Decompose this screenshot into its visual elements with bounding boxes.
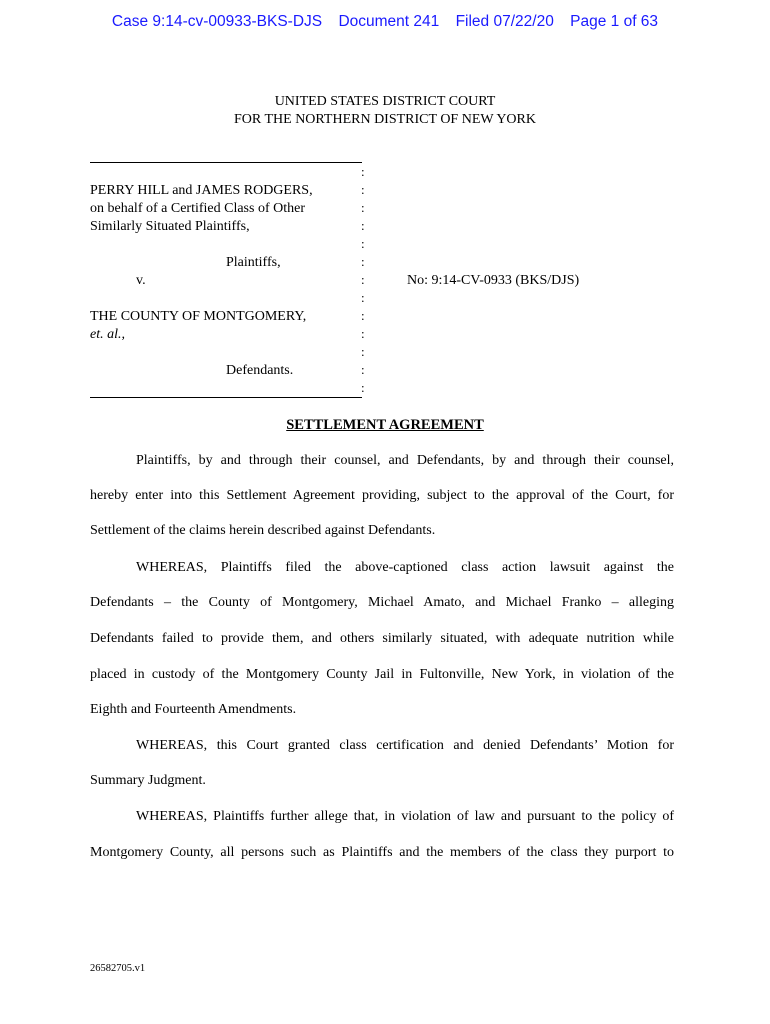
body-line: Summary Judgment.: [90, 773, 206, 788]
caption-divider-colon: :: [361, 272, 365, 287]
caption-divider-colon: :: [361, 326, 365, 341]
plaintiffs-name: PERRY HILL and JAMES RODGERS,: [90, 183, 313, 198]
caption-divider-colon: :: [361, 218, 365, 233]
page-count-stamp: Page 1 of 63: [570, 13, 659, 30]
caption-divider-colon: :: [361, 308, 365, 323]
caption-divider-colon: :: [361, 164, 365, 179]
document-title: SETTLEMENT AGREEMENT: [286, 417, 484, 433]
plaintiffs-description-1: on behalf of a Certified Class of Other: [90, 201, 305, 216]
body-line: hereby enter into this Settlement Agreement providing, subject to the approval of the Court, for: [90, 488, 674, 503]
caption-divider-colon: :: [361, 236, 365, 251]
document-id-footer: 26582705.v1: [90, 963, 146, 974]
body-line: WHEREAS, this Court granted class certification and denied Defendants’ Motion for: [136, 738, 674, 753]
document-number-stamp: Document 241: [338, 13, 440, 30]
caption-divider-colon: :: [361, 182, 365, 197]
filing-header: [0, 13, 770, 31]
filed-date-stamp: Filed 07/22/20: [455, 13, 554, 30]
case-number: No: 9:14-CV-0933 (BKS/DJS): [407, 273, 580, 288]
versus-label: v.: [136, 273, 146, 288]
defendants-role: Defendants.: [226, 363, 294, 378]
caption-divider-colon: :: [361, 290, 365, 305]
plaintiffs-description-2: Similarly Situated Plaintiffs,: [90, 219, 250, 234]
body-line: WHEREAS, Plaintiffs further allege that, in violation of law and pursuant to the policy of: [136, 809, 674, 824]
defendant-name: THE COUNTY OF MONTGOMERY,: [90, 309, 307, 324]
body-line: Settlement of the claims herein described against Defendants.: [90, 523, 436, 538]
body-line: Defendants failed to provide them, and others similarly situated, with adequate nutrition while: [90, 631, 674, 646]
body-line: placed in custody of the Montgomery County Jail in Fultonville, New York, in violation of the: [90, 667, 674, 682]
caption-divider-colon: :: [361, 254, 365, 269]
caption-top-rule: [90, 162, 362, 163]
body-line: Defendants – the County of Montgomery, Michael Amato, and Michael Franko – alleging: [90, 595, 674, 610]
caption-bottom-rule: [90, 397, 362, 398]
caption-divider-colon: :: [361, 380, 365, 395]
body-line: Eighth and Fourteenth Amendments.: [90, 702, 297, 717]
court-name-line-1: UNITED STATES DISTRICT COURT: [274, 94, 496, 109]
court-name-line-2: FOR THE NORTHERN DISTRICT OF NEW YORK: [234, 112, 536, 127]
body-line: Plaintiffs, by and through their counsel, and Defendants, by and through their counsel,: [136, 453, 674, 468]
body-line: Montgomery County, all persons such as Plaintiffs and the members of the class they purport to: [90, 845, 674, 860]
caption-divider-colon: :: [361, 362, 365, 377]
defendant-et-al: et. al.,: [90, 327, 125, 342]
plaintiffs-role: Plaintiffs,: [226, 255, 281, 270]
caption-divider-colon: :: [361, 200, 365, 215]
case-number-stamp: Case 9:14-cv-00933-BKS-DJS: [111, 13, 323, 30]
body-line: WHEREAS, Plaintiffs filed the above-captioned class action lawsuit against the: [136, 560, 674, 575]
caption-divider-colon: :: [361, 344, 365, 359]
